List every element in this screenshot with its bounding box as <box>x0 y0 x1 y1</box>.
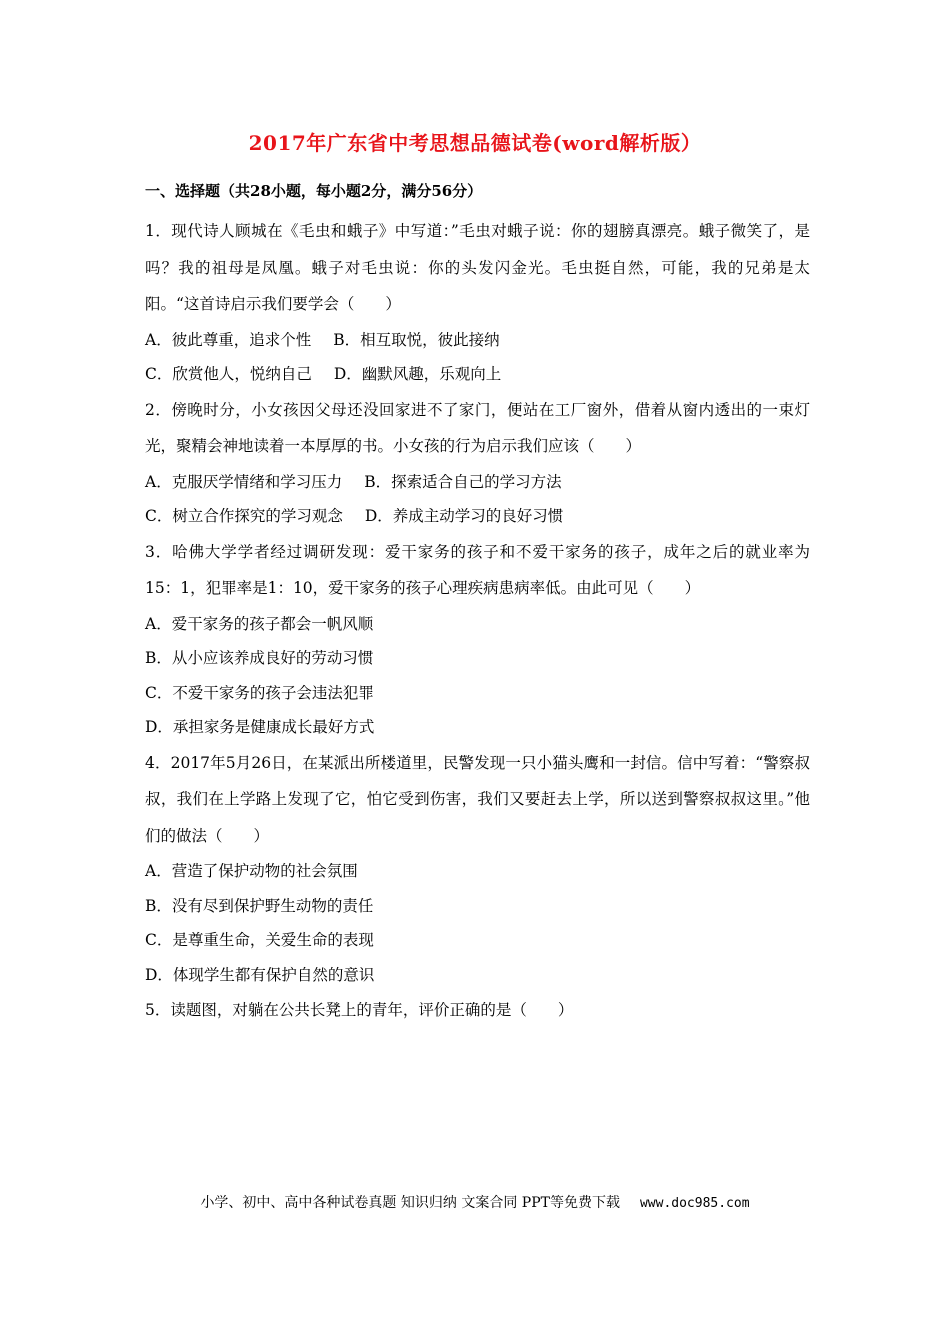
question-text: 1．现代诗人顾城在《毛虫和蛾子》中写道：”毛虫对蛾子说：你的翅膀真漂亮。蛾子微笑了，是吗？我的祖母是凤凰。蛾子对毛虫说：你的头发闪金光。毛虫挺自然，可能，我的兄弟是太阳。“这首诗启示我们要学会（ ） <box>145 222 810 313</box>
option-b: B．从小应该养成良好的劳动习惯 <box>145 649 374 667</box>
footer-site-link[interactable]: www.doc985.com <box>639 1196 750 1211</box>
question-text: 5．读题图，对躺在公共长凳上的青年，评价正确的是（ ） <box>145 1001 574 1019</box>
option-a: A．彼此尊重，追求个性 <box>145 330 312 349</box>
option-a: A．克服厌学情绪和学习压力 <box>145 472 343 491</box>
option-c: C．欣赏他人，悦纳自己 <box>145 365 312 383</box>
document-body <box>145 180 810 1029</box>
question-4 <box>145 745 810 993</box>
option-c: C．不爱干家务的孩子会违法犯罪 <box>145 683 374 702</box>
option-d: D．体现学生都有保护自然的意识 <box>145 965 375 984</box>
question-text: 4．2017年5月26日，在某派出所楼道里，民警发现一只小猫头鹰和一封信。信中写着：“警察叔叔，我们在上学路上发现了它，怕它受到伤害，我们又要赶去上学，所以送到警察叔叔这里。”他们的做法（ ） <box>145 753 810 845</box>
page-footer <box>0 1192 950 1215</box>
option-row <box>145 357 810 392</box>
option-a: A．爱干家务的孩子都会一帆风顺 <box>145 614 374 633</box>
option-a: A．营造了保护动物的社会氛围 <box>145 862 358 880</box>
option-row <box>145 465 810 500</box>
option-row <box>145 323 810 358</box>
footer-text: 小学、初中、高中各种试卷真题 知识归纳 文案合同 PPT等免费下载 <box>200 1195 620 1211</box>
question-1 <box>145 213 810 392</box>
question-text: 3．哈佛大学学者经过调研发现：爱干家务的孩子和不爱干家务的孩子，成年之后的就业率为15：1，犯罪率是1：10，爱干家务的孩子心理疾病患病率低。由此可见（ ） <box>145 542 810 597</box>
question-3 <box>145 534 810 745</box>
document-title: 2017年广东省中考思想品德试卷(word解析版） <box>248 131 702 155</box>
option-d: D．养成主动学习的良好习惯 <box>364 507 564 525</box>
section-heading: 一、选择题（共28小题，每小题2分，满分56分） <box>145 182 483 200</box>
option-row <box>145 499 810 534</box>
question-5 <box>145 992 810 1029</box>
option-b: B．相互取悦，彼此接纳 <box>333 330 500 349</box>
option-d: D．幽默风趣，乐观向上 <box>333 365 502 383</box>
option-c: C．树立合作探究的学习观念 <box>145 507 343 525</box>
question-text: 2．傍晚时分，小女孩因父母还没回家进不了家门，便站在工厂窗外，借着从窗内透出的一束灯光，聚精会神地读着一本厚厚的书。小女孩的行为启示我们应该（ ） <box>145 400 810 455</box>
option-b: B．探索适合自己的学习方法 <box>364 472 562 491</box>
question-2 <box>145 392 810 534</box>
option-d: D．承担家务是健康成长最好方式 <box>145 718 375 736</box>
option-b: B．没有尽到保护野生动物的责任 <box>145 896 374 915</box>
option-c: C．是尊重生命，关爱生命的表现 <box>145 931 374 949</box>
